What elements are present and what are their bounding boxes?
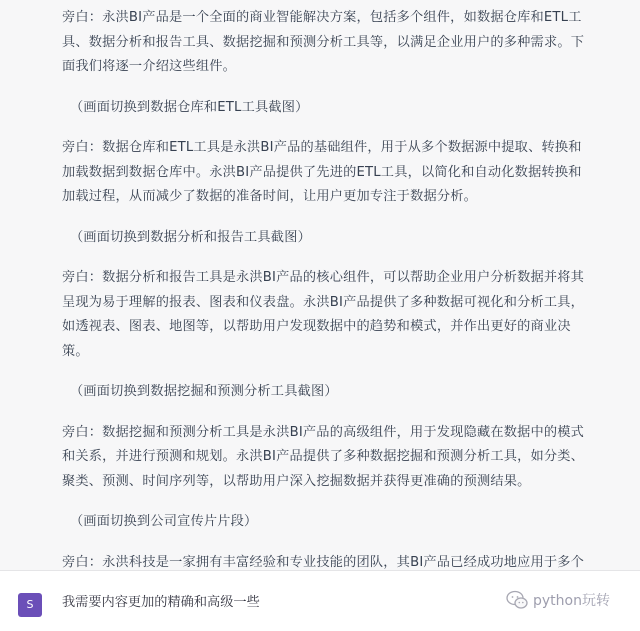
- narration-paragraph: 旁白：永洪BI产品是一个全面的商业智能解决方案，包括多个组件，如数据仓库和ETL工具、数据分析和报告工具、数据挖掘和预测分析工具等，以满足企业用户的多种需求。下面我们将逐一介绍这些组件。: [62, 10, 585, 74]
- scene-direction: （画面切换到数据挖掘和预测分析工具截图）: [70, 384, 338, 399]
- scene-direction: （画面切换到数据分析和报告工具截图）: [70, 229, 311, 245]
- narration-paragraph: 旁白：数据分析和报告工具是永洪BI产品的核心组件，可以帮助企业用户分析数据并将其呈现为易于理解的报表、图表和仪表盘。永洪BI产品提供了多种数据可视化和分析工具，如透视表、图表、地图等，以帮助用户发现数据中的趋势和模式，并作出更好的商业决策。: [62, 270, 585, 359]
- wechat-icon: [506, 590, 528, 610]
- user-avatar: S: [18, 593, 42, 617]
- scene-direction: （画面切换到数据仓库和ETL工具截图）: [70, 99, 309, 115]
- narration-paragraph: 旁白：永洪科技是一家拥有丰富经验和专业技能的团队，其BI产品已经成功地应用于多个: [62, 554, 585, 570]
- scene-direction: （画面切换到公司宣传片片段）: [70, 514, 258, 529]
- assistant-message-content: [62, 6, 592, 616]
- narration-paragraph: 旁白：数据挖掘和预测分析工具是永洪BI产品的高级组件，用于发现隐藏在数据中的模式和关系，并进行预测和规划。永洪BI产品提供了多种数据挖掘和预测分析工具，如分类、聚类、预测、时间序列等，以帮助用户深入挖掘数据并获得更准确的预测结果。: [62, 424, 585, 489]
- watermark: [506, 590, 610, 610]
- user-message-text: 我需要内容更加的精确和高级一些: [62, 595, 260, 610]
- watermark-text: python玩转: [533, 593, 610, 609]
- narration-paragraph: 旁白：数据仓库和ETL工具是永洪BI产品的基础组件，用于从多个数据源中提取、转换和加载数据到数据仓库中。永洪BI产品提供了先进的ETL工具，以简化和自动化数据转换和加载过程，从而减少了数据的准备时间，让用户更加专注于数据分析。: [62, 140, 582, 204]
